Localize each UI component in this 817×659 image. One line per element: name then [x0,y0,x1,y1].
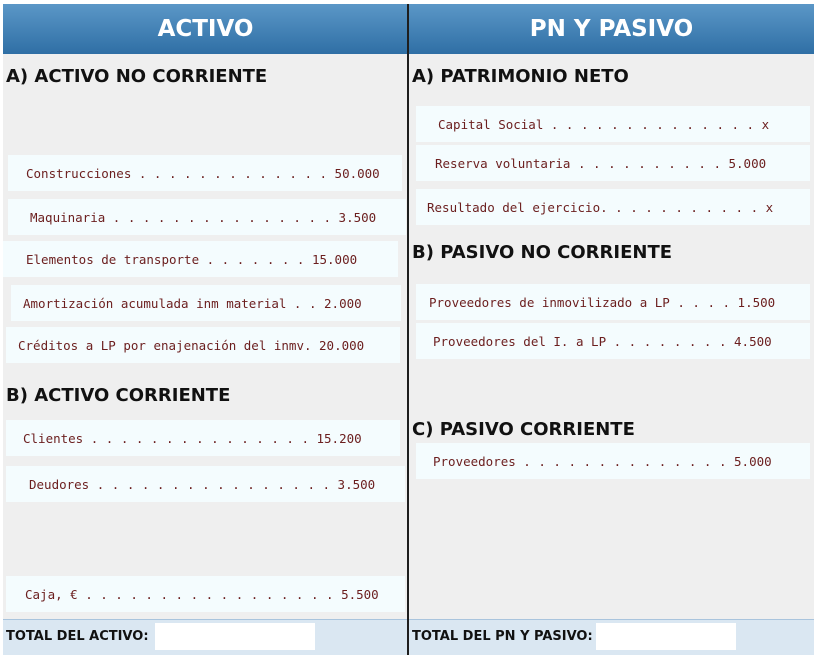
activo-column [3,4,408,655]
activo-total-input[interactable] [155,623,315,650]
entry-proveedores-ilp[interactable]: Proveedores del I. a LP . . . . . . . . 4.500 [416,323,810,359]
entry-deudores[interactable]: Deudores . . . . . . . . . . . . . . . . 3.500 [6,466,405,502]
activo-corriente-title: B) ACTIVO CORRIENTE [6,385,231,406]
pasivo-total-input[interactable] [596,623,736,650]
entry-reserva-voluntaria[interactable]: Reserva voluntaria . . . . . . . . . . 5.000 [416,145,810,181]
activo-total-label: TOTAL DEL ACTIVO: [6,629,149,644]
entry-caja[interactable]: Caja, € . . . . . . . . . . . . . . . . . 5.500 [6,576,405,612]
entry-capital-social[interactable]: Capital Social . . . . . . . . . . . . . . x [416,106,810,142]
entry-proveedores[interactable]: Proveedores . . . . . . . . . . . . . . 5.000 [416,443,810,479]
pasivo-corriente-title: C) PASIVO CORRIENTE [412,419,635,440]
pasivo-header: PN Y PASIVO [409,4,814,54]
entry-clientes[interactable]: Clientes . . . . . . . . . . . . . . . 15.200 [6,420,400,456]
pasivo-total-label: TOTAL DEL PN Y PASIVO: [412,629,593,644]
entry-construcciones[interactable]: Construcciones . . . . . . . . . . . . . 50.000 [8,155,402,191]
entry-amortizacion[interactable]: Amortización acumulada inm material . . 2.000 [11,285,401,321]
entry-creditos-lp[interactable]: Créditos a LP por enajenación del inmv. 20.000 [6,327,400,363]
activo-header: ACTIVO [3,4,408,54]
activo-total-row [3,619,408,655]
pasivo-total-row [409,619,814,655]
pasivo-no-corriente-title: B) PASIVO NO CORRIENTE [412,242,673,263]
entry-proveedores-inmovilizado[interactable]: Proveedores de inmovilizado a LP . . . . 1.500 [416,284,810,320]
pasivo-column [409,4,814,655]
entry-elementos-transporte[interactable]: Elementos de transporte . . . . . . . 15.000 [3,241,398,277]
entry-maquinaria[interactable]: Maquinaria . . . . . . . . . . . . . . . 3.500 [8,199,406,235]
entry-resultado-ejercicio[interactable]: Resultado del ejercicio. . . . . . . . . . . x [416,189,810,225]
activo-no-corriente-title: A) ACTIVO NO CORRIENTE [6,66,268,87]
patrimonio-neto-title: A) PATRIMONIO NETO [412,66,629,87]
